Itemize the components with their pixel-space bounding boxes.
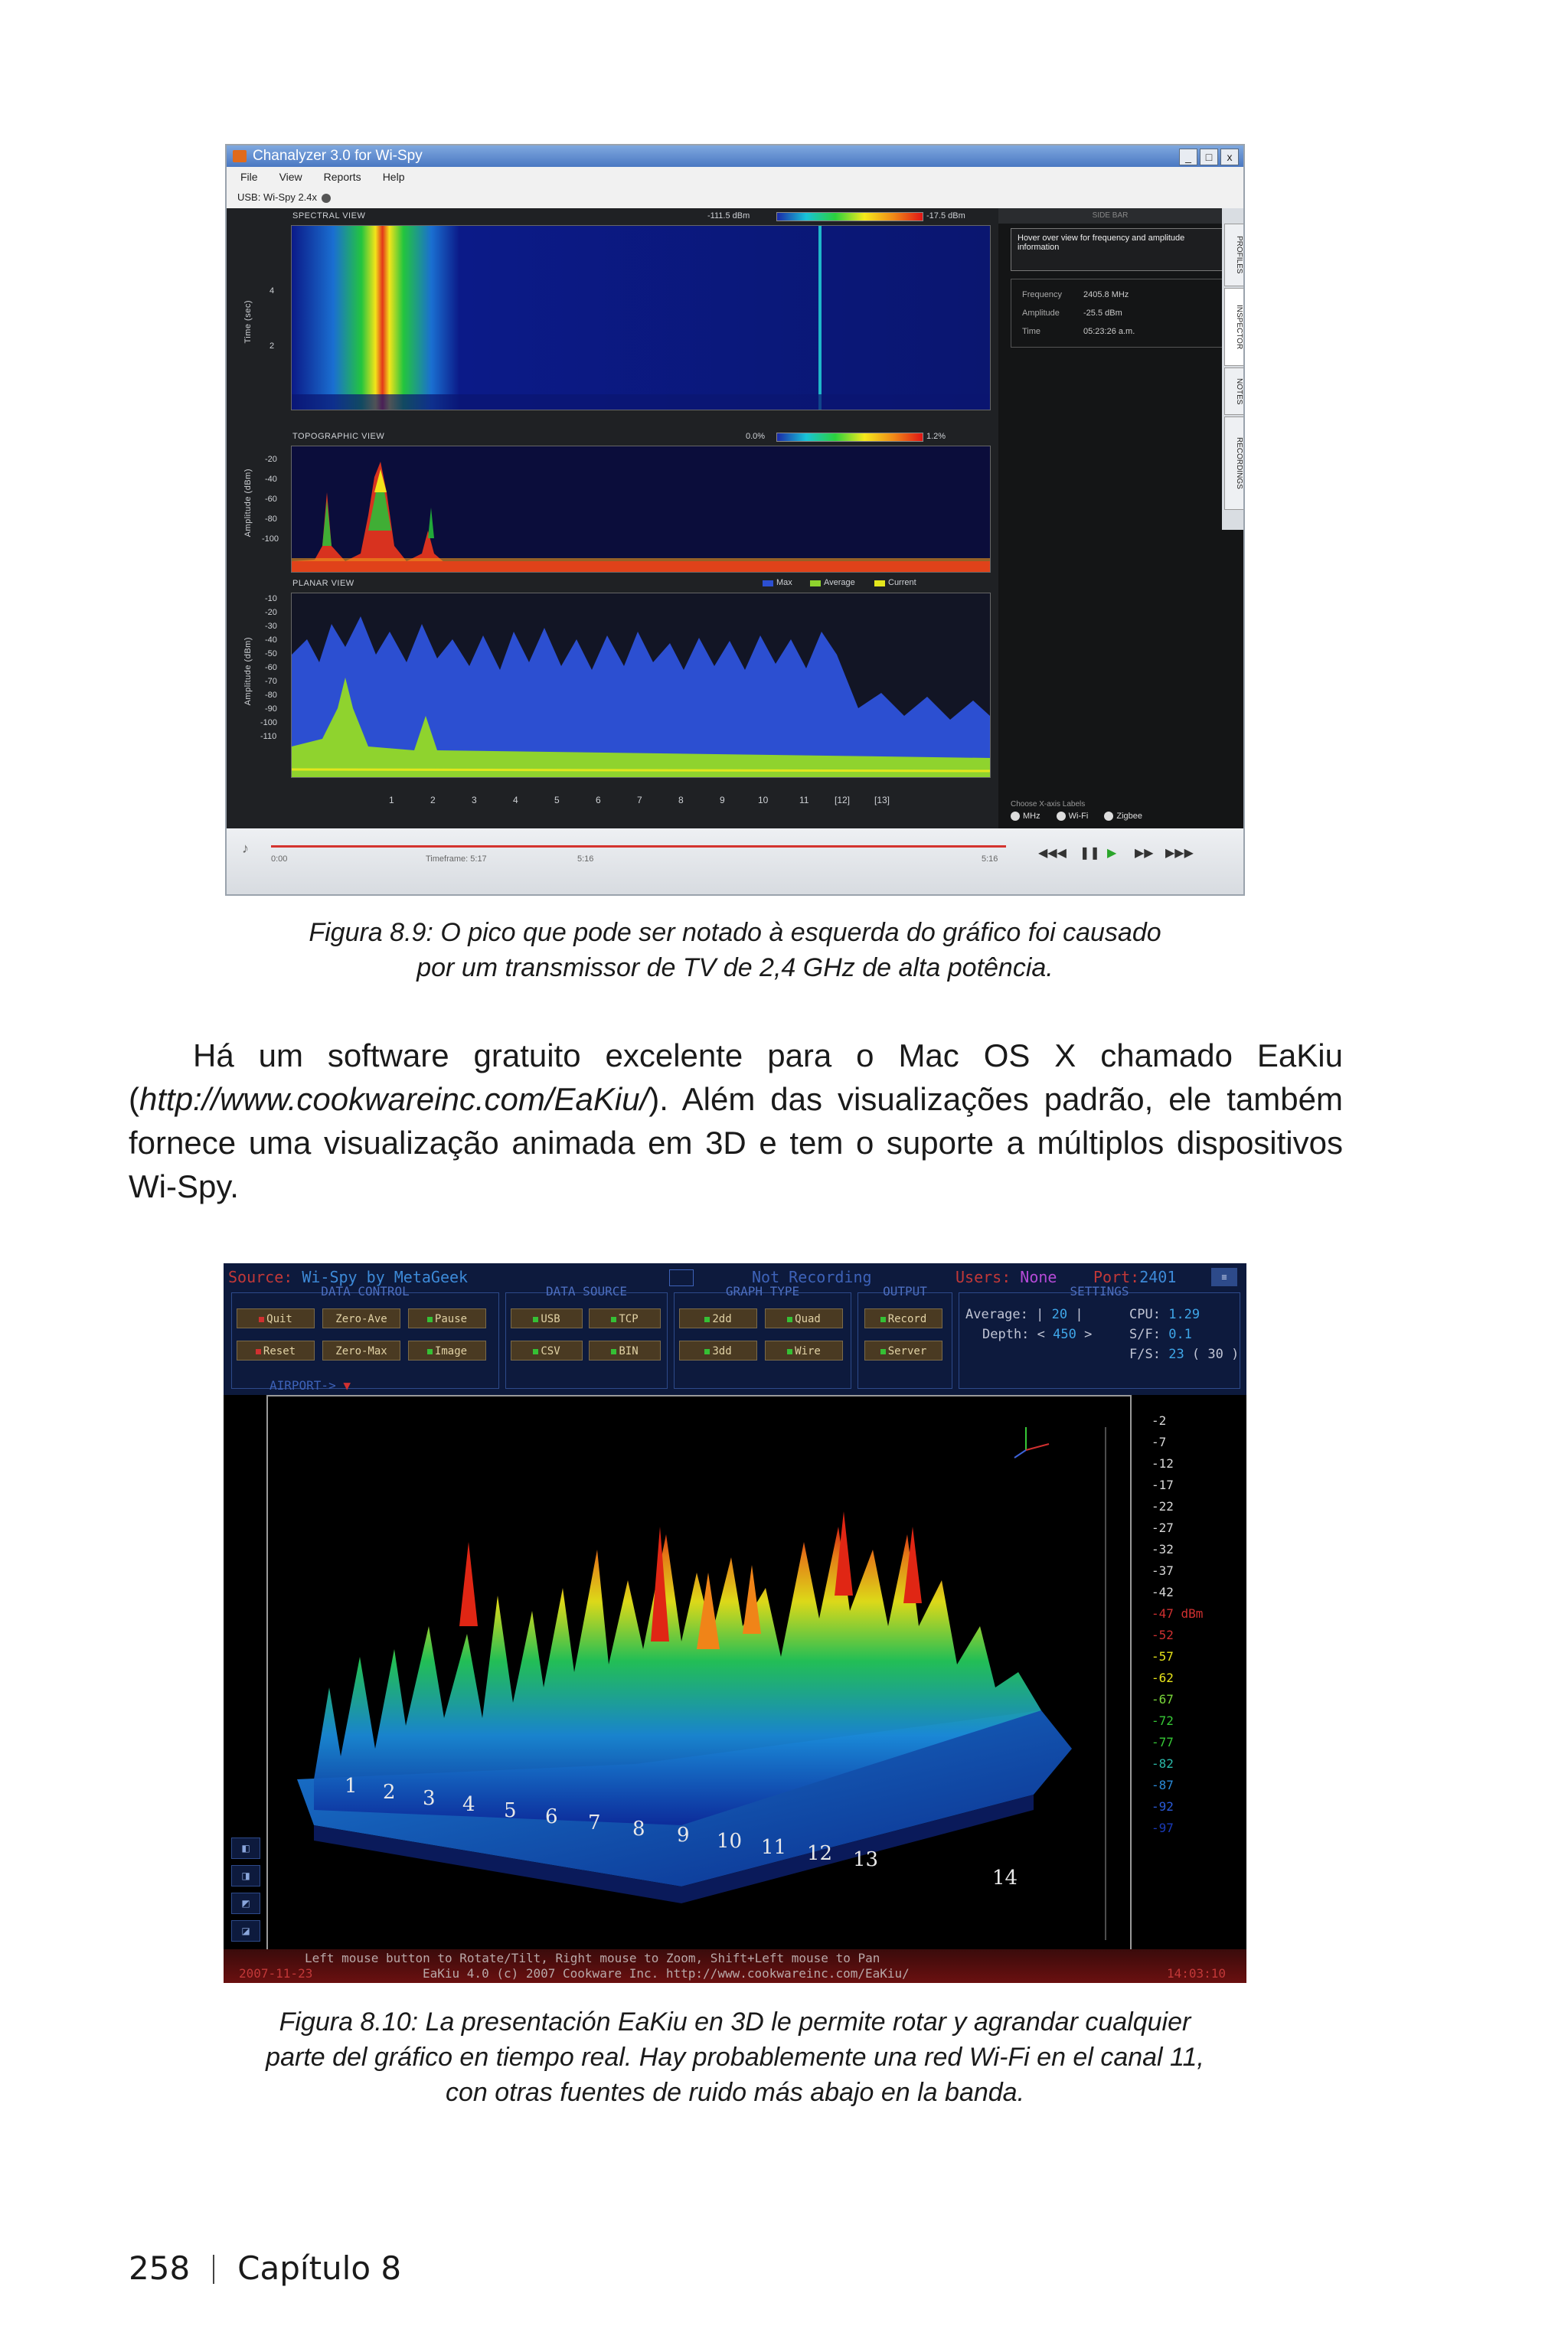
channel-label: 13 (853, 1848, 879, 1871)
led-icon (880, 1349, 886, 1354)
status-time: 14:03:10 (1167, 1966, 1227, 1981)
group-title: GRAPH TYPE (725, 1284, 800, 1298)
inspector-key: Frequency (1022, 290, 1062, 299)
inspector-row-amplitude (1022, 309, 1221, 318)
info-icon[interactable] (322, 194, 331, 203)
radio-mhz[interactable] (1011, 812, 1020, 821)
channel-label: 2 (383, 1781, 396, 1804)
caption-line: con otras fuentes de ruido más abajo en la banda. (445, 2078, 1025, 2107)
airport-marker (270, 1378, 351, 1393)
radio-zigbee-label: Zigbee (1116, 811, 1143, 821)
button-label: Wire (795, 1345, 821, 1357)
caption-line: Figura 8.9: O pico que pode ser notado à esquerda do gráfico foi causado (309, 918, 1161, 947)
caption-line: por um transmissor de TV de 2,4 GHz de alta potência. (416, 953, 1054, 982)
data-control-group (231, 1284, 499, 1389)
spectral-waterfall[interactable] (291, 225, 991, 410)
scale-label: -32 (1152, 1542, 1174, 1557)
scale-label: -87 (1152, 1778, 1174, 1792)
timeline-slider[interactable] (271, 845, 1006, 848)
side-tool-icon[interactable]: ◨ (231, 1865, 260, 1886)
cpu-readout (1129, 1307, 1200, 1322)
caption-line: Figura 8.10: La presentación EaKiu en 3D le permite rotar y agrandar cualquier (279, 2007, 1191, 2037)
inspector-key: Time (1022, 327, 1041, 336)
group-title: DATA SOURCE (546, 1284, 627, 1298)
inspector-value: 2405.8 MHz (1083, 290, 1129, 299)
planar-y-tick: -10 (265, 594, 277, 603)
inspector-value: -25.5 dBm (1083, 309, 1122, 318)
led-icon (704, 1317, 710, 1322)
planar-y-tick: -80 (265, 691, 277, 700)
zero-max-button[interactable] (322, 1341, 400, 1361)
setting-label: Average: (965, 1307, 1028, 1322)
setting-label: S/F: (1129, 1327, 1161, 1342)
channel-label: 12 (807, 1842, 833, 1865)
legend-swatch-max (763, 580, 773, 586)
volume-icon[interactable]: ♪ (242, 841, 249, 856)
radio-zigbee[interactable] (1104, 812, 1113, 821)
timeline-end: 5:16 (982, 854, 998, 864)
scale-label: -67 (1152, 1692, 1174, 1707)
button-label: Reset (263, 1345, 296, 1357)
status-date: 2007-11-23 (239, 1966, 313, 1981)
hover-hint: Hover over view for frequency and amplitude information (1011, 228, 1225, 271)
planar-plot[interactable] (291, 593, 991, 778)
arrow-icon: ▼ (343, 1378, 351, 1393)
legend-average: Average (824, 578, 855, 587)
users-label: Users: (956, 1268, 1011, 1286)
figure-8-9-caption (225, 915, 1245, 985)
channel-tick: 4 (513, 795, 518, 805)
button-label: Record (887, 1313, 927, 1325)
led-icon (533, 1317, 538, 1322)
source-value: Wi-Spy by MetaGeek (302, 1268, 469, 1286)
playback-bar (227, 828, 1245, 896)
side-panel (998, 208, 1245, 828)
channel-tick: 7 (637, 795, 642, 805)
scale-label: -97 (1152, 1821, 1174, 1835)
axis-label-chooser (1011, 800, 1142, 821)
bin-toggle[interactable] (589, 1341, 661, 1361)
radio-wifi[interactable] (1057, 812, 1066, 821)
button-label: CSV (541, 1345, 560, 1357)
window-title: Chanalyzer 3.0 for Wi-Spy (253, 148, 423, 164)
button-label: TCP (619, 1313, 639, 1325)
fast-forward-button[interactable]: ▶▶▶ (1165, 847, 1194, 860)
menu-reports[interactable]: Reports (323, 171, 361, 183)
side-tool-icon[interactable]: ◧ (231, 1838, 260, 1859)
csv-toggle[interactable] (511, 1341, 583, 1361)
button-label: 3dd (712, 1345, 732, 1357)
group-title: SETTINGS (1070, 1284, 1129, 1298)
menu-help[interactable]: Help (382, 171, 405, 183)
spectral-legend-bar (776, 212, 923, 221)
inspector-value: 05:23:26 a.m. (1083, 327, 1135, 336)
close-button[interactable]: x (1220, 149, 1239, 165)
led-icon (611, 1317, 616, 1322)
button-label: Server (887, 1345, 927, 1357)
inspector-box (1011, 279, 1225, 348)
legend-max: Max (776, 578, 792, 587)
views-area (227, 208, 998, 828)
button-label: Zero-Max (335, 1345, 387, 1357)
pause-button[interactable]: ❚❚ (1080, 847, 1100, 860)
channel-tick: 10 (758, 795, 769, 805)
channel-tick: 6 (596, 795, 601, 805)
pause-toggle[interactable] (408, 1308, 486, 1328)
scale-label: -7 (1152, 1435, 1167, 1449)
eakiu-screenshot (224, 1263, 1246, 1983)
scale-label: -92 (1152, 1799, 1174, 1814)
setting-value: 450 (1053, 1327, 1076, 1342)
channel-label: 8 (632, 1818, 645, 1841)
scale-label: -72 (1152, 1713, 1174, 1728)
button-label: USB (541, 1313, 560, 1325)
scale-label: -12 (1152, 1456, 1174, 1471)
channel-tick: 1 (389, 795, 394, 805)
paragraph-text (129, 1034, 1343, 1208)
record-toggle[interactable] (864, 1308, 942, 1328)
body-paragraph (129, 1034, 1343, 1208)
depth-setting[interactable]: Depth: < 450 > (982, 1327, 1093, 1342)
play-button[interactable]: ▶ (1107, 847, 1117, 860)
device-bar (227, 187, 1243, 209)
button-label: BIN (619, 1345, 639, 1357)
recording-status: Not Recording (752, 1268, 872, 1286)
tcp-toggle[interactable] (589, 1308, 661, 1328)
planar-y-tick: -70 (265, 677, 277, 686)
page-number: 258 (129, 2249, 191, 2287)
menu-view[interactable]: View (279, 171, 302, 183)
scale-label: -27 (1152, 1521, 1174, 1535)
setting-value: 30 (1207, 1347, 1223, 1362)
chanalyzer-screenshot (225, 144, 1245, 896)
users-value: None (1020, 1268, 1057, 1286)
scale-label: -77 (1152, 1735, 1174, 1749)
output-group (858, 1284, 952, 1389)
app-icon (233, 150, 247, 162)
scale-label: -37 (1152, 1563, 1174, 1578)
setting-value: 20 (1051, 1307, 1068, 1322)
legend-swatch-average (810, 580, 821, 586)
setting-label: Depth: (982, 1327, 1030, 1342)
topo-y-tick: -40 (265, 475, 277, 484)
axis-gizmo-icon (1014, 1427, 1049, 1458)
planar-y-tick: -110 (260, 732, 277, 741)
channel-label: 11 (761, 1836, 787, 1859)
planar-view-label: PLANAR VIEW (292, 579, 354, 588)
topo-y-tick: -100 (262, 534, 279, 544)
channel-label: 5 (504, 1799, 517, 1822)
menu-bar (227, 167, 1243, 187)
led-icon (787, 1317, 792, 1322)
planar-y-tick: -20 (265, 608, 277, 617)
led-icon (259, 1317, 264, 1322)
page-footer (129, 2249, 401, 2287)
planar-y-tick: -90 (265, 704, 277, 714)
topo-legend-bar (776, 433, 923, 442)
channel-label: 6 (545, 1805, 558, 1828)
side-vertical-tabs (1222, 208, 1245, 530)
led-icon (611, 1349, 616, 1354)
channel-label: 1 (345, 1775, 358, 1798)
credits-text: EaKiu 4.0 (c) 2007 Cookware Inc. http://www.cookwareinc.com/EaKiu/ (423, 1966, 910, 1981)
graph-type-group (674, 1284, 851, 1389)
inspector-row-time (1022, 327, 1221, 336)
button-label: Quad (795, 1313, 821, 1325)
tab-profiles[interactable]: PROFILES (1224, 224, 1244, 286)
graph-2dd-toggle[interactable] (679, 1308, 757, 1328)
planar-y-tick: -30 (265, 622, 277, 631)
eakiu-status-bar (224, 1949, 1246, 1983)
spectral-y-label: Time (sec) (243, 300, 253, 344)
spectral-y-tick: 2 (270, 341, 275, 351)
inspector-key: Amplitude (1022, 309, 1060, 318)
topo-legend-max: 1.2% (926, 432, 946, 441)
mouse-help-text: Left mouse button to Rotate/Tilt, Right mouse to Zoom, Shift+Left mouse to Pan (305, 1951, 880, 1965)
channel-tick: 11 (799, 795, 809, 805)
port-label: Port: (1093, 1268, 1140, 1286)
graph-quad-toggle[interactable] (765, 1308, 843, 1328)
setting-label: F/S: (1129, 1347, 1161, 1362)
scale-label: -57 (1152, 1649, 1174, 1664)
channel-label: 9 (677, 1824, 690, 1847)
topographic-plot[interactable] (291, 446, 991, 573)
channel-tick: [13] (874, 795, 890, 805)
channel-label: 3 (423, 1787, 436, 1810)
chapter-label: Capítulo 8 (237, 2249, 402, 2287)
topo-y-tick: -60 (265, 495, 277, 504)
usb-toggle[interactable] (511, 1308, 583, 1328)
scale-label: -2 (1152, 1413, 1167, 1428)
scale-label: -52 (1152, 1628, 1174, 1642)
channel-tick: [12] (835, 795, 851, 805)
led-icon (787, 1349, 792, 1354)
device-label: USB: Wi-Spy 2.4x (237, 191, 318, 203)
graph-3dd-toggle[interactable] (679, 1341, 757, 1361)
planar-y-tick: -40 (265, 635, 277, 645)
side-bar-header: SIDE BAR (998, 208, 1222, 224)
side-tool-icon[interactable]: ◪ (231, 1920, 260, 1942)
spectral-y-tick: 4 (270, 286, 275, 296)
channel-label: 10 (717, 1830, 743, 1853)
scale-label: -82 (1152, 1756, 1174, 1771)
legend-current: Current (888, 578, 916, 587)
window-titlebar (227, 145, 1243, 167)
channel-tick: 8 (678, 795, 684, 805)
quit-button[interactable] (237, 1308, 315, 1328)
led-icon (533, 1349, 538, 1354)
group-title: DATA CONTROL (321, 1284, 410, 1298)
button-label: Zero-Ave (335, 1313, 387, 1325)
paragraph-text-start: Há um software gratuito excelente para o Mac OS X chamado EaKiu ( (129, 1037, 1343, 1117)
fs-readout: F/S: 23 ( 30 ) (1129, 1347, 1240, 1362)
spectral-legend-max: -17.5 dBm (926, 211, 965, 220)
server-toggle[interactable] (864, 1341, 942, 1361)
graph-wire-toggle[interactable] (765, 1341, 843, 1361)
footer-separator (213, 2255, 214, 2284)
topo-y-tick: -80 (265, 514, 277, 524)
average-setting[interactable]: Average: | 20 | (965, 1307, 1083, 1322)
caption-line: parte del gráfico en tiempo real. Hay probablemente una red Wi-Fi en el canal 11, (266, 2043, 1204, 2072)
radio-wifi-label: Wi-Fi (1068, 811, 1089, 821)
minimize-button[interactable]: _ (1179, 149, 1197, 165)
planar-y-label: Amplitude (dBm) (243, 637, 253, 706)
channel-tick: 5 (554, 795, 560, 805)
led-icon (880, 1317, 886, 1322)
zero-ave-button[interactable] (322, 1308, 400, 1328)
channel-label: 14 (992, 1867, 1018, 1890)
setting-value: 1.29 (1168, 1307, 1200, 1322)
maximize-button[interactable]: □ (1200, 149, 1218, 165)
scale-label-dbm: -47 dBm (1152, 1606, 1204, 1621)
menu-file[interactable]: File (240, 171, 258, 183)
channel-label: 4 (462, 1793, 475, 1816)
paragraph-text-end: ). Além das visualizações padrão, ele também fornece uma visualização animada em 3D e tem o suporte a múltiplos dispositivos Wi-Spy. (129, 1081, 1343, 1204)
channel-label: 7 (588, 1811, 601, 1834)
eakiu-url-link[interactable]: http://www.cookwareinc.com/EaKiu/ (139, 1081, 649, 1117)
figure-8-10-caption (153, 2004, 1317, 2110)
tab-inspector[interactable]: INSPECTOR (1224, 288, 1244, 366)
airport-label: AIRPORT-> (270, 1378, 336, 1393)
led-icon (427, 1349, 433, 1354)
topo-y-tick: -20 (265, 455, 277, 464)
led-icon (427, 1317, 433, 1322)
inspector-row-frequency (1022, 290, 1221, 299)
channel-tick: 3 (472, 795, 477, 805)
button-label: Image (434, 1345, 468, 1357)
source-label: Source: (228, 1268, 293, 1286)
sf-readout (1129, 1327, 1192, 1342)
tab-recordings[interactable]: RECORDINGS (1224, 416, 1244, 510)
legend-swatch-current (874, 580, 885, 586)
tab-notes[interactable]: NOTES (1224, 368, 1244, 415)
setting-value: 23 (1168, 1347, 1184, 1362)
spectral-view-label: SPECTRAL VIEW (292, 211, 366, 220)
channel-tick: 2 (430, 795, 436, 805)
data-source-group (505, 1284, 668, 1389)
led-icon (704, 1349, 710, 1354)
scale-label: -22 (1152, 1499, 1174, 1514)
timeline-start: 0:00 (271, 854, 288, 864)
forward-button[interactable]: ▶▶ (1135, 847, 1154, 860)
current-time: 5:16 (577, 854, 594, 864)
topo-y-label: Amplitude (dBm) (243, 469, 253, 537)
topo-legend-min: 0.0% (746, 432, 766, 441)
image-toggle[interactable] (408, 1341, 486, 1361)
setting-value: 0.1 (1168, 1327, 1192, 1342)
options-icon[interactable]: ≡ (1211, 1268, 1237, 1286)
port-value: 2401 (1139, 1268, 1177, 1286)
group-title: OUTPUT (883, 1284, 927, 1298)
topographic-view-label: TOPOGRAPHIC VIEW (292, 432, 385, 441)
planar-y-tick: -50 (265, 649, 277, 658)
timeframe-label: Timeframe: 5:17 (426, 854, 487, 864)
rewind-button[interactable]: ◀◀◀ (1038, 847, 1067, 860)
radio-mhz-label: MHz (1023, 811, 1040, 821)
button-label: Pause (434, 1313, 468, 1325)
channel-tick: 9 (720, 795, 725, 805)
planar-y-tick: -100 (260, 718, 278, 727)
side-tool-icon[interactable]: ◩ (231, 1893, 260, 1914)
button-label: Quit (266, 1313, 292, 1325)
axis-label-chooser-title: Choose X-axis Labels (1011, 799, 1086, 808)
eakiu-control-panel (224, 1263, 1246, 1395)
settings-group (959, 1284, 1240, 1389)
button-label: 2dd (712, 1313, 732, 1325)
scale-label: -17 (1152, 1478, 1174, 1492)
scale-label: -62 (1152, 1671, 1174, 1685)
window-controls (1179, 149, 1239, 165)
planar-y-tick: -60 (265, 663, 277, 672)
reset-button[interactable] (237, 1341, 315, 1361)
scale-label: -42 (1152, 1585, 1174, 1599)
spectral-legend-min: -111.5 dBm (707, 211, 750, 220)
led-icon (256, 1349, 261, 1354)
setting-label: CPU: (1129, 1307, 1161, 1322)
